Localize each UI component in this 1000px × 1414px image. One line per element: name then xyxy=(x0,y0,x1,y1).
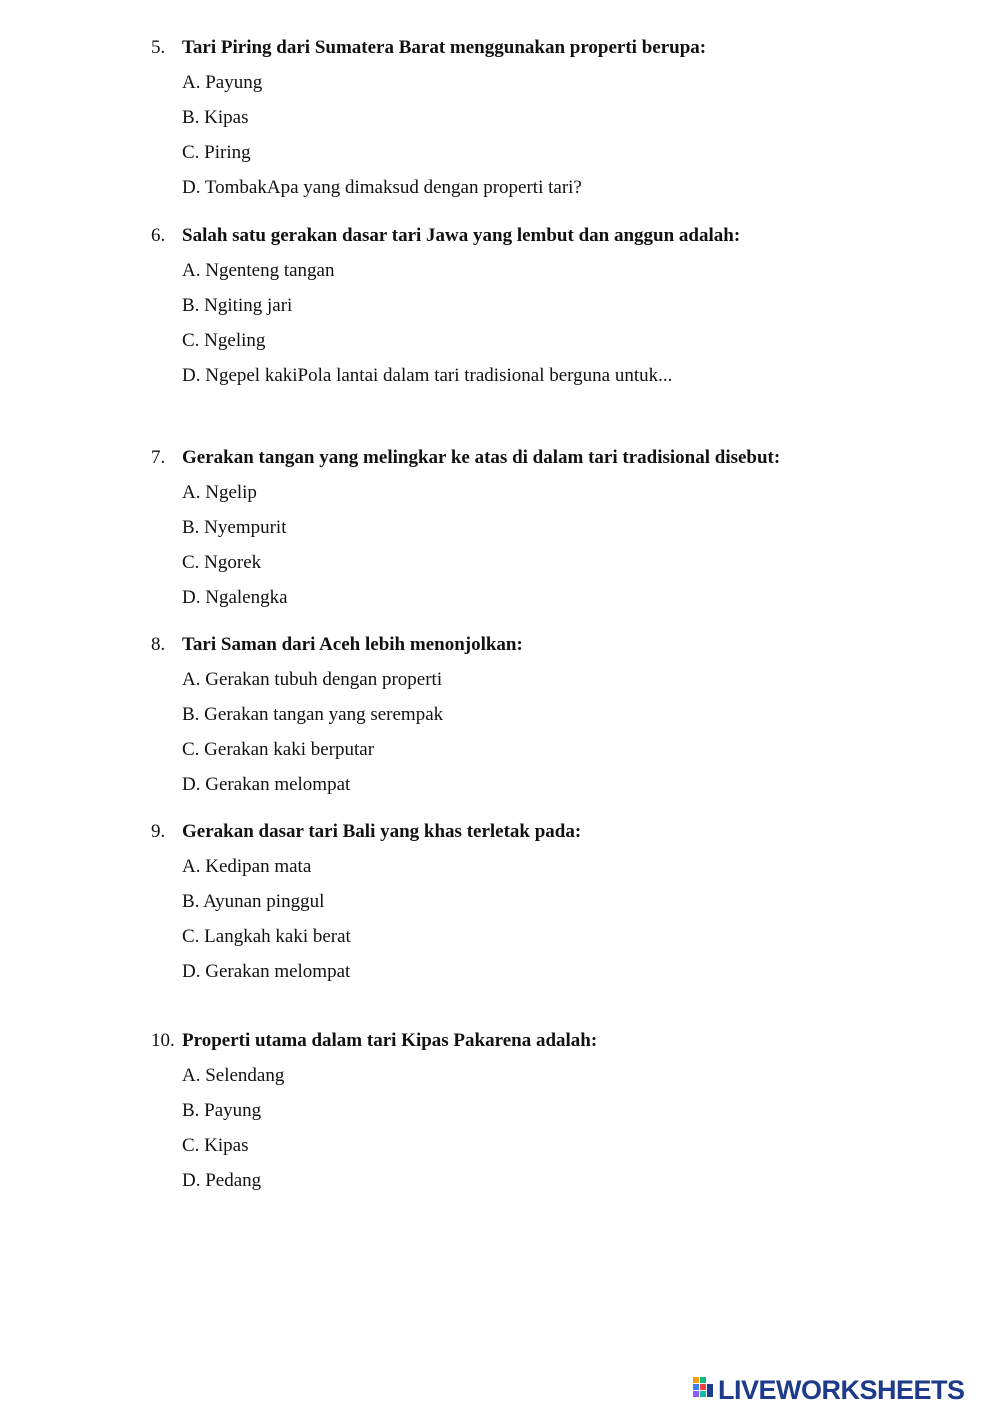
question-header xyxy=(0,225,1000,260)
option-label: A. Kedipan mata xyxy=(182,856,312,877)
option-d[interactable] xyxy=(0,1170,1000,1205)
option-label: D. Gerakan melompat xyxy=(182,774,351,795)
option-label: B. Kipas xyxy=(182,107,249,128)
option-c[interactable] xyxy=(0,926,1000,961)
question-header xyxy=(0,821,1000,856)
option-label: B. Nyempurit xyxy=(182,517,287,538)
option-b[interactable] xyxy=(0,295,1000,330)
question-header xyxy=(0,1030,1000,1065)
option-label: B. Payung xyxy=(182,1100,262,1121)
option-label: D. Ngepel kakiPola lantai dalam tari tradisional berguna untuk... xyxy=(182,365,673,386)
option-d[interactable] xyxy=(0,177,1000,212)
option-a[interactable] xyxy=(0,260,1000,295)
option-label: C. Ngeling xyxy=(182,330,266,351)
question-number: 7. xyxy=(151,447,166,468)
question-text: Tari Saman dari Aceh lebih menonjolkan: xyxy=(182,634,523,655)
question-header xyxy=(0,634,1000,669)
option-d[interactable] xyxy=(0,774,1000,809)
option-label: C. Gerakan kaki berputar xyxy=(182,739,375,760)
option-label: C. Langkah kaki berat xyxy=(182,926,351,947)
question-number: 6. xyxy=(151,225,166,246)
option-label: B. Gerakan tangan yang serempak xyxy=(182,704,444,725)
option-label: A. Selendang xyxy=(182,1065,285,1086)
question-8 xyxy=(0,634,1000,809)
question-header xyxy=(0,447,1000,482)
option-b[interactable] xyxy=(0,1100,1000,1135)
question-6 xyxy=(0,225,1000,400)
option-d[interactable] xyxy=(0,587,1000,622)
question-text: Properti utama dalam tari Kipas Pakarena adalah: xyxy=(182,1030,598,1051)
option-a[interactable] xyxy=(0,669,1000,704)
question-number: 10. xyxy=(151,1030,175,1051)
option-b[interactable] xyxy=(0,107,1000,142)
question-7 xyxy=(0,447,1000,622)
option-label: D. Gerakan melompat xyxy=(182,961,351,982)
question-number: 9. xyxy=(151,821,166,842)
option-c[interactable] xyxy=(0,739,1000,774)
option-d[interactable] xyxy=(0,961,1000,996)
liveworksheets-logo-icon xyxy=(693,1377,715,1403)
option-label: D. Pedang xyxy=(182,1170,262,1191)
question-text: Salah satu gerakan dasar tari Jawa yang lembut dan anggun adalah: xyxy=(182,225,741,246)
question-9 xyxy=(0,821,1000,996)
option-b[interactable] xyxy=(0,704,1000,739)
option-c[interactable] xyxy=(0,1135,1000,1170)
question-header xyxy=(0,37,1000,72)
option-label: B. Ayunan pinggul xyxy=(182,891,325,912)
option-a[interactable] xyxy=(0,482,1000,517)
option-label: D. Ngalengka xyxy=(182,587,288,608)
option-label: A. Ngenteng tangan xyxy=(182,260,335,281)
option-c[interactable] xyxy=(0,330,1000,365)
question-number: 8. xyxy=(151,634,166,655)
option-label: C. Ngorek xyxy=(182,552,262,573)
option-label: B. Ngiting jari xyxy=(182,295,293,316)
option-label: A. Ngelip xyxy=(182,482,257,503)
option-a[interactable] xyxy=(0,856,1000,891)
option-d[interactable] xyxy=(0,365,1000,400)
option-c[interactable] xyxy=(0,552,1000,587)
logo-text: LIVEWORKSHEETS xyxy=(718,1375,965,1405)
option-label: C. Kipas xyxy=(182,1135,249,1156)
question-10 xyxy=(0,1030,1000,1205)
question-text: Tari Piring dari Sumatera Barat menggunakan properti berupa: xyxy=(182,37,707,58)
liveworksheets-logo[interactable] xyxy=(693,1375,965,1405)
option-c[interactable] xyxy=(0,142,1000,177)
option-b[interactable] xyxy=(0,517,1000,552)
option-a[interactable] xyxy=(0,1065,1000,1100)
option-label: A. Payung xyxy=(182,72,263,93)
option-a[interactable] xyxy=(0,72,1000,107)
option-b[interactable] xyxy=(0,891,1000,926)
question-text: Gerakan dasar tari Bali yang khas terletak pada: xyxy=(182,821,582,842)
question-text: Gerakan tangan yang melingkar ke atas di dalam tari tradisional disebut: xyxy=(182,447,781,468)
option-label: A. Gerakan tubuh dengan properti xyxy=(182,669,443,690)
option-label: D. TombakApa yang dimaksud dengan properti tari? xyxy=(182,177,582,198)
question-number: 5. xyxy=(151,37,166,58)
option-label: C. Piring xyxy=(182,142,251,163)
question-5 xyxy=(0,37,1000,212)
